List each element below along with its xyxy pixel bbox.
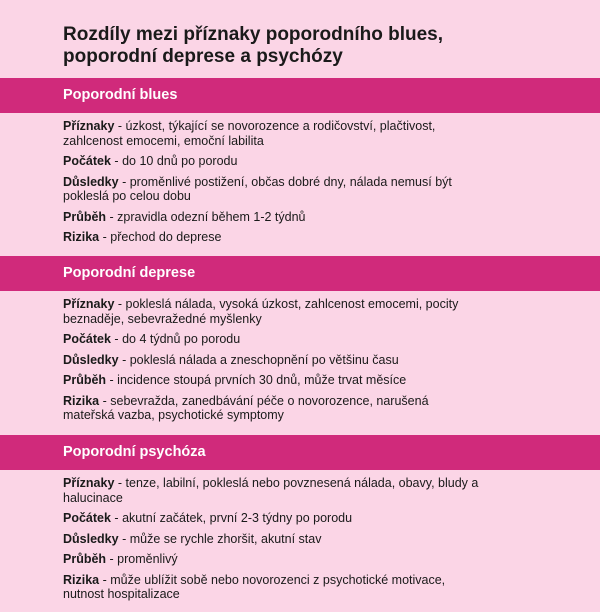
item-key: Rizika — [63, 230, 100, 244]
list-item — [63, 573, 483, 602]
list-item — [63, 394, 483, 423]
list-item — [63, 476, 483, 505]
list-item — [63, 119, 483, 148]
item-separator: - — [99, 230, 111, 244]
item-text: pokleslá nálada a zneschopnění po většinu času — [129, 352, 399, 367]
list-item — [63, 353, 483, 368]
item-key: Průběh — [63, 373, 107, 387]
list-item — [63, 552, 483, 567]
item-key: Počátek — [63, 154, 111, 168]
list-item — [63, 511, 483, 526]
item-text: do 10 dnů po porodu — [122, 154, 238, 168]
list-item — [63, 154, 483, 169]
section-list-psychoza — [63, 476, 483, 608]
item-separator: - — [106, 373, 118, 387]
item-key: Počátek — [63, 511, 111, 525]
item-key: Důsledky — [63, 531, 119, 546]
item-text: sebevražda, zanedbávání péče o novorozence, narušená mateřská vazba, psychotické symptomy — [63, 393, 429, 422]
page-title-line-2: poporodní deprese a psychózy — [63, 46, 343, 67]
item-key: Průběh — [63, 209, 107, 224]
list-item — [63, 297, 483, 326]
item-key: Příznaky — [63, 476, 115, 490]
item-text: může ublížit sobě nebo novorozenci z psychotické motivace, nutnost hospitalizace — [63, 572, 446, 601]
item-key: Důsledky — [63, 174, 119, 189]
item-separator: - — [118, 531, 130, 546]
section-list-blues — [63, 119, 483, 251]
item-separator: - — [106, 552, 118, 566]
item-text: zpravidla odezní během 1-2 týdnů — [117, 209, 306, 224]
page-title-line-1: Rozdíly mezi příznaky poporodního blues, — [63, 24, 444, 45]
item-text: může se rychle zhoršit, akutní stav — [129, 531, 322, 546]
list-item — [63, 332, 483, 347]
item-key: Rizika — [63, 393, 100, 408]
item-text: incidence stoupá prvních 30 dnů, může trvat měsíce — [117, 373, 407, 387]
section-header-blues: Poporodní blues — [0, 78, 600, 113]
item-text: proměnlivé postižení, občas dobré dny, nálada nemusí být pokleslá po celou dobu — [63, 174, 452, 203]
item-text: akutní začátek, první 2-3 týdny po porodu — [122, 511, 353, 525]
item-text: do 4 týdnů po porodu — [122, 332, 241, 346]
item-key: Průběh — [63, 552, 107, 566]
page-title — [63, 24, 583, 68]
list-item — [63, 532, 483, 547]
section-header-psychoza: Poporodní psychóza — [0, 435, 600, 470]
item-separator: - — [110, 332, 123, 346]
item-separator: - — [110, 511, 123, 525]
item-separator: - — [114, 119, 126, 133]
item-text: úzkost, týkající se novorozence a rodičovství, plačtivost, zahlcenost emocemi, emoční labilita — [63, 119, 436, 148]
item-text: proměnlivý — [117, 552, 178, 566]
item-key: Příznaky — [63, 297, 115, 311]
list-item — [63, 373, 483, 388]
item-separator: - — [118, 174, 130, 189]
item-separator: - — [118, 352, 130, 367]
item-separator: - — [99, 572, 111, 587]
item-separator: - — [110, 154, 123, 168]
list-item — [63, 175, 483, 204]
section-list-deprese — [63, 297, 483, 429]
item-key: Důsledky — [63, 352, 119, 367]
list-item — [63, 230, 483, 245]
item-separator: - — [106, 209, 118, 224]
item-text: pokleslá nálada, vysoká úzkost, zahlcenost emocemi, pocity beznaděje, sebevražedné myšlenky — [63, 297, 459, 326]
item-text: tenze, labilní, pokleslá nebo povznesená nálada, obavy, bludy a halucinace — [63, 476, 479, 505]
item-separator: - — [114, 297, 126, 311]
item-key: Počátek — [63, 332, 111, 346]
item-key: Rizika — [63, 572, 100, 587]
section-header-deprese: Poporodní deprese — [0, 256, 600, 291]
item-separator: - — [99, 393, 111, 408]
list-item — [63, 210, 483, 225]
item-key: Příznaky — [63, 119, 115, 133]
item-text: přechod do deprese — [110, 230, 222, 244]
item-separator: - — [114, 476, 126, 490]
